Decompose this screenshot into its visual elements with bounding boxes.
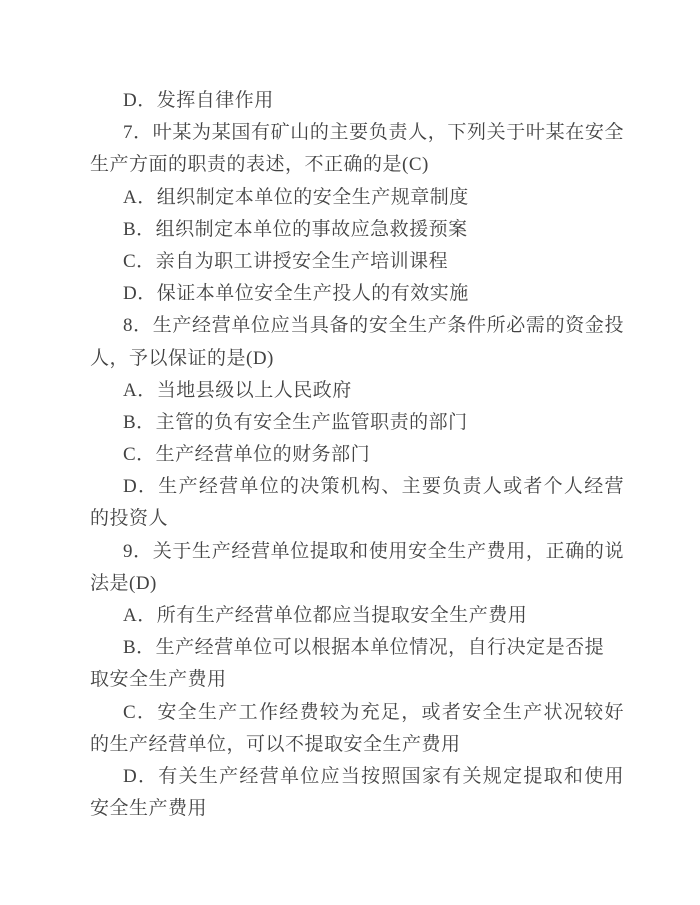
text-line: 安全生产费用 — [90, 798, 208, 820]
text-line: 取安全生产费用 — [90, 669, 227, 691]
text-line: D．保证本单位安全生产投人的有效实施 — [123, 283, 469, 305]
text-line: A．组织制定本单位的安全生产规章制度 — [123, 186, 469, 208]
text-line: B．生产经营单位可以根据本单位情况，自行决定是否提 — [123, 637, 605, 659]
text-line: C．亲自为职工讲授安全生产培训课程 — [123, 250, 449, 272]
text-line: D．发挥自律作用 — [123, 90, 274, 111]
text-line: 的投资人 — [90, 508, 169, 530]
text-line: A．当地县级以上人民政府 — [123, 379, 352, 401]
exam-text-block — [90, 85, 624, 825]
text-line: B．组织制定本单位的事故应急救援预案 — [123, 218, 468, 240]
text-line: D．生产经营单位的决策机构、主要负责人或者个人经营 — [123, 476, 624, 498]
text-line: 9．关于生产经营单位提取和使用安全生产费用，正确的说 — [123, 540, 624, 562]
text-line: D．有关生产经营单位应当按照国家有关规定提取和使用 — [123, 765, 624, 787]
text-line: C．生产经营单位的财务部门 — [123, 444, 371, 466]
text-line: A．所有生产经营单位都应当提取安全生产费用 — [123, 605, 528, 626]
text-line: 7．叶某为某国有矿山的主要负责人，下列关于叶某在安全 — [123, 122, 624, 144]
text-line: C．安全生产工作经费较为充足，或者安全生产状况较好 — [123, 701, 624, 723]
text-line: 生产方面的职责的表述，不正确的是(C) — [90, 154, 429, 176]
text-line: 8．生产经营单位应当具备的安全生产条件所必需的资金投 — [123, 315, 624, 337]
text-line: 人，予以保证的是(D) — [90, 347, 274, 369]
text-line: B．主管的负有安全生产监管职责的部门 — [123, 411, 468, 433]
text-line: 法是(D) — [90, 572, 157, 594]
text-line: 的生产经营单位，可以不提取安全生产费用 — [90, 733, 461, 755]
